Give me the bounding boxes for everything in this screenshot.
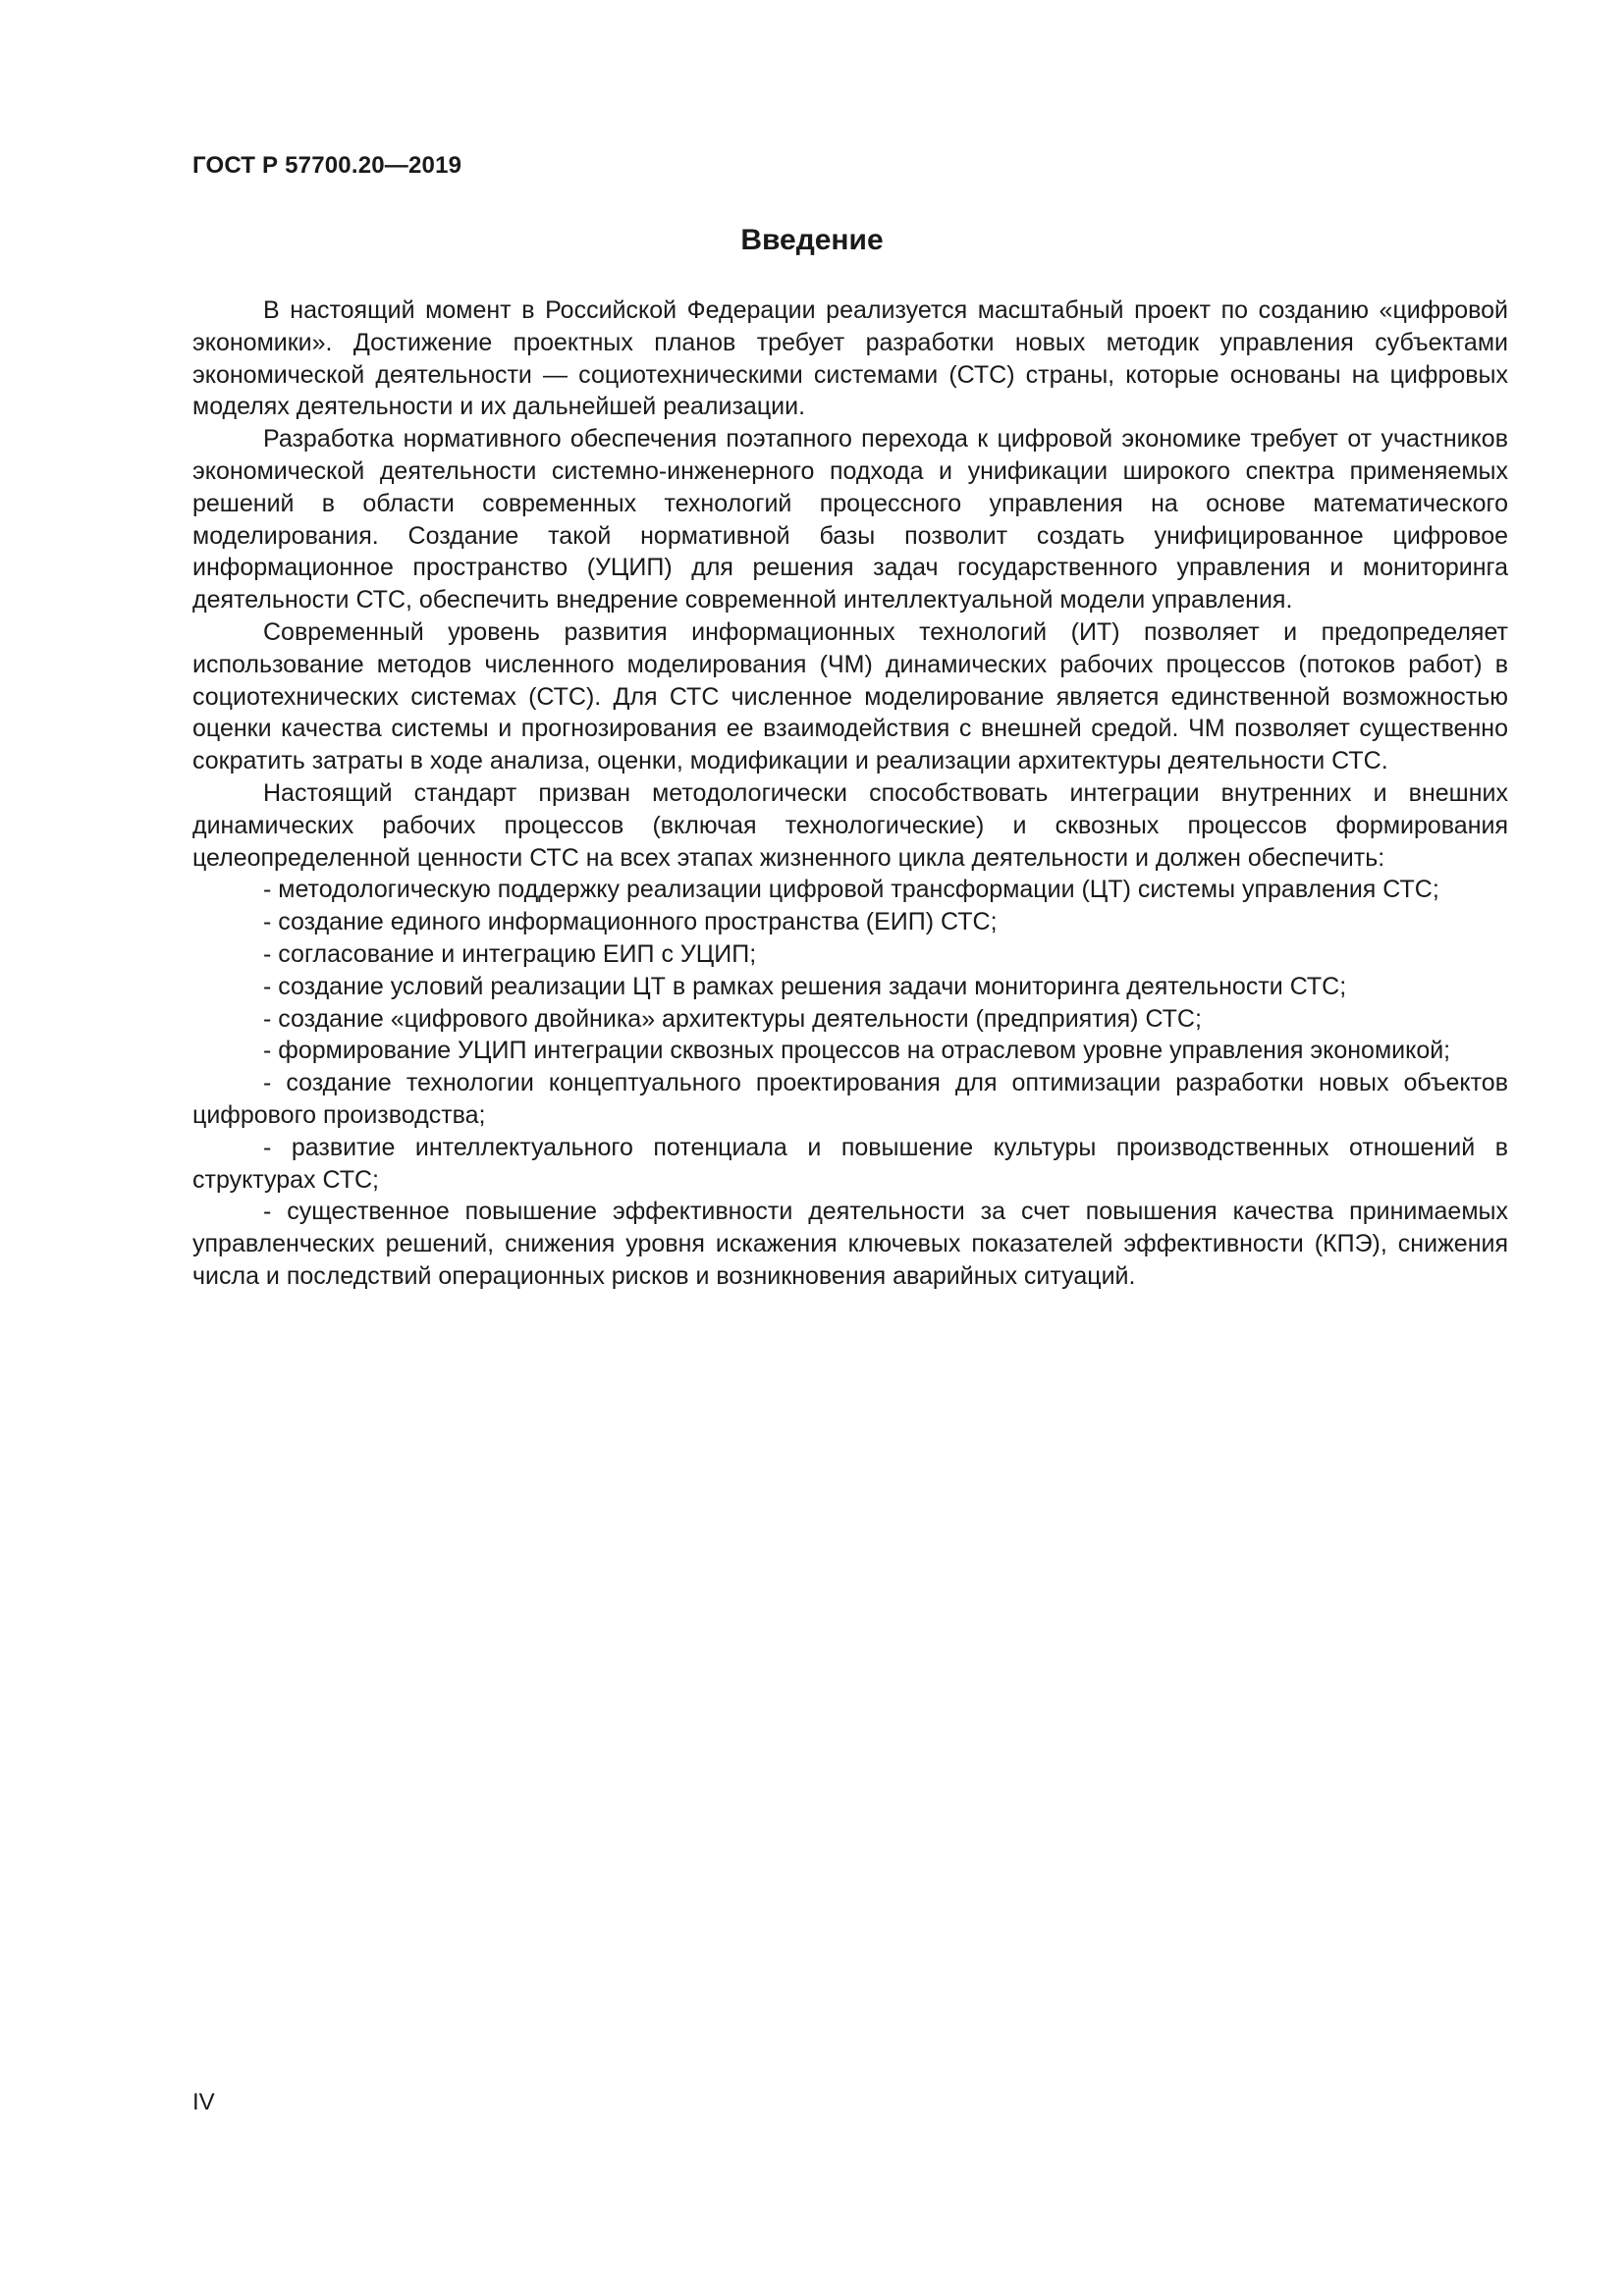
list-item: - формирование УЦИП интеграции сквозных процессов на отраслевом уровне управления экономикой; [263,1037,1451,1065]
page-title: Введение [740,224,884,256]
list-item: - создание «цифрового двойника» архитектуры деятельности (предприятия) СТС; [263,1004,1202,1033]
paragraph: В настоящий момент в Российской Федерации реализуется масштабный проект по созданию «цифровой экономики». Достижение проектных планов требует разработки новых методик управления субъектами экономической деятельности — социотехническими системами (СТС) страны, которые основаны на цифровых моделях деятельности и их дальнейшей реализации. [192,296,1508,421]
list-item: - создание единого информационного пространства (ЕИП) СТС; [263,908,998,936]
paragraph: Современный уровень развития информационных технологий (ИТ) позволяет и предопределяет использование методов численного моделирования (ЧМ) динамических рабочих процессов (потоков работ) в социотехнических системах (СТС). Для СТС численное моделирование является единственной возможностью оценки качества системы и прогнозирования ее взаимодействия с внешней средой. ЧМ позволяет существенно сократить затраты в ходе анализа, оценки, модификации и реализации архитектуры деятельности СТС. [192,617,1508,775]
list-item: - развитие интеллектуального потенциала и повышение культуры производственных отношений в структурах СТС; [192,1133,1508,1194]
list-item: - существенное повышение эффективности деятельности за счет повышения качества принимаемых управленческих решений, снижения уровня искажения ключевых показателей эффективности (КПЭ), снижения числа и последствий операционных рисков и возникновения аварийных ситуаций. [192,1198,1508,1290]
list-item: - согласование и интеграцию ЕИП с УЦИП; [263,939,757,968]
list-item: - создание условий реализации ЦТ в рамках решения задачи мониторинга деятельности СТС; [263,972,1347,1000]
standard-code-header: ГОСТ Р 57700.20—2019 [192,152,462,179]
paragraph: Настоящий стандарт призван методологически способствовать интеграции внутренних и внешних динамических рабочих процессов (включая технологические) и сквозных процессов формирования целеопределенной ценности СТС на всех этапах жизненного цикла деятельности и должен обеспечить: [192,778,1508,872]
paragraph: Разработка нормативного обеспечения поэтапного перехода к цифровой экономике требует от участников экономической деятельности системно-инженерного подхода и унификации широкого спектра применяемых решений в области современных технологий процессного управления на основе математического моделирования. Создание такой нормативной базы позволит создать унифицированное цифровое информационное пространство (УЦИП) для решения задач государственного управления и мониторинга деятельности СТС, обеспечить внедрение современной интеллектуальной модели управления. [192,425,1508,614]
list-item: - создание технологии концептуального проектирования для оптимизации разработки новых объектов цифрового производства; [192,1069,1508,1129]
document-body [192,294,1508,1293]
list-item: - методологическую поддержку реализации цифровой трансформации (ЦТ) системы управления СТС; [263,876,1439,904]
page-number: IV [192,2089,215,2115]
